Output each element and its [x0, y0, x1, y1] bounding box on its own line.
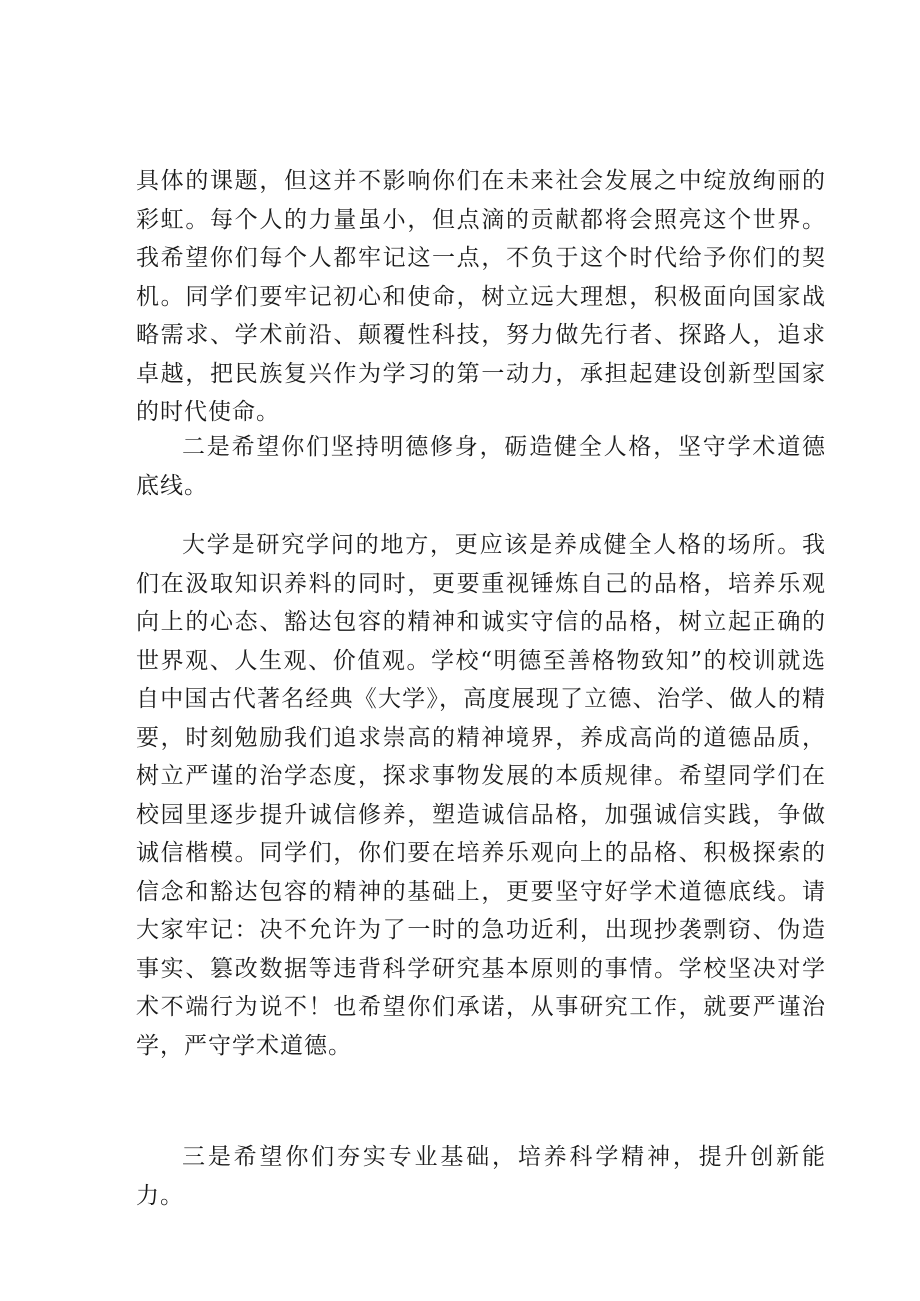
- paragraph-character-and-ethics: 大学是研究学问的地方，更应该是养成健全人格的场所。我们在汲取知识养料的同时，更要重视锤炼自己的品格，培养乐观向上的心态、豁达包容的精神和诚实守信的品格，树立起正确的世界观、人生观、价值观。学校“明德至善格物致知”的校训就选自中国古代著名经典《大学》，高度展现了立德、治学、做人的精要，时刻勉励我们追求崇高的精神境界，养成高尚的道德品质，树立严谨的治学态度，探求事物发展的本质规律。希望同学们在校园里逐步提升诚信修养，塑造诚信品格，加强诚信实践，争做诚信楷模。同学们，你们要在培养乐观向上的品格、积极探索的信念和豁达包容的精神的基础上，更要坚守好学术道德底线。请大家牢记：决不允许为了一时的急功近利，出现抄袭剽窃、伪造事实、篡改数据等违背科学研究基本原则的事情。学校坚决对学术不端行为说不！也希望你们承诺，从事研究工作，就要严谨治学，严守学术道德。: [136, 532, 826, 1059]
- paragraph-point-three-heading: 三是希望你们夯实专业基础，培养科学精神，提升创新能力。: [136, 1144, 826, 1209]
- paragraph-continuation: 具体的课题，但这并不影响你们在未来社会发展之中绽放绚丽的彩虹。每个人的力量虽小，但点滴的贡献都将会照亮这个世界。我希望你们每个人都牢记这一点，不负于这个时代给予你们的契机。同学们要牢记初心和使命，树立远大理想，积极面向国家战略需求、学术前沿、颠覆性科技，努力做先行者、探路人，追求卓越，把民族复兴作为学习的第一动力，承担起建设创新型国家的时代使命。: [136, 168, 826, 425]
- paragraph-point-two-heading: 二是希望你们坚持明德修身，砺造健全人格，坚守学术道德底线。: [136, 434, 826, 499]
